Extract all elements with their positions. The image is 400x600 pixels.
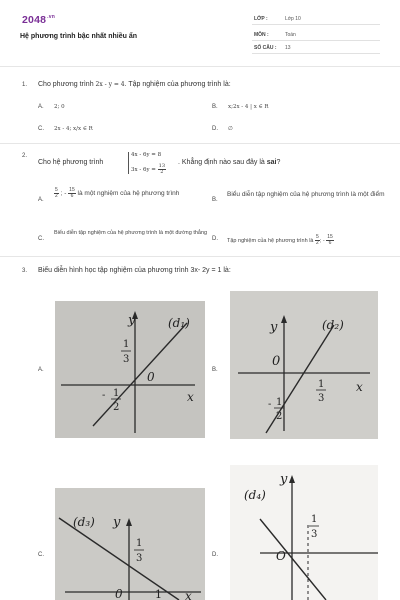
q1-option-d-text: ∅ — [228, 126, 233, 132]
q1-equation: 2x - y = 4 — [95, 81, 125, 88]
frac-15-6 — [326, 235, 334, 246]
y-axis-label: y — [128, 313, 136, 328]
meta-count-label: SỐ CÂU : — [254, 45, 277, 51]
q2-equation-1: 4x - 6y = 8 — [131, 152, 162, 158]
q3-option-a-graph — [55, 301, 205, 438]
y-intercept-numerator: 1 — [136, 538, 143, 549]
x-axis-label: x — [185, 589, 192, 600]
fraction-denominator: 2 — [316, 240, 319, 246]
q3-option-d-letter[interactable]: D. — [212, 552, 218, 558]
fraction-numerator: 5 — [55, 187, 58, 193]
x-axis-label: x — [187, 390, 194, 404]
fraction-numerator: 15 — [69, 187, 75, 193]
q2-divider — [0, 256, 400, 257]
option-text: Tập nghiệm của hệ phương trình là — [227, 237, 316, 244]
photo-background — [230, 291, 378, 439]
q1-divider — [0, 143, 400, 144]
q2-option-b-letter[interactable]: B. — [212, 197, 218, 203]
q1-text-a: Cho phương trình — [38, 81, 96, 88]
logo-text: 2048 — [22, 14, 47, 26]
origin-label: O — [276, 549, 286, 563]
q1-option-a-text: 2; 0 — [54, 104, 65, 110]
x-intercept-sign: - — [102, 390, 106, 401]
header-divider — [0, 66, 400, 67]
y-intercept-numerator: 1 — [276, 397, 283, 408]
y-intercept-denominator: 3 — [123, 354, 130, 365]
q1-option-a-letter[interactable]: A. — [38, 104, 44, 110]
header — [0, 0, 400, 64]
site-logo[interactable] — [22, 14, 55, 26]
meta-subject-value: Toán — [285, 32, 296, 38]
y-axis-label: y — [280, 472, 288, 487]
x-intercept-denominator: 3 — [318, 393, 325, 404]
q2-option-a-text — [54, 188, 204, 199]
x-axis-label: x — [356, 380, 363, 394]
y-intercept-numerator: 1 — [123, 339, 130, 350]
q2-eq2-fraction — [158, 164, 166, 175]
q3-text: Biểu diễn hình học tập nghiệm của phương trình 3x- 2y = 1 là: — [38, 267, 231, 274]
q2-text-c: ? — [276, 159, 281, 166]
q2-option-b-text: Biểu diễn tập nghiệm của hệ phương trình là một điểm — [227, 191, 385, 198]
meta-count-row — [252, 43, 380, 54]
document-title: Hệ phương trình bậc nhất nhiều ẩn — [20, 33, 137, 40]
y-intercept-sign: - — [268, 399, 272, 410]
line-label: (d₃) — [73, 515, 95, 529]
q2-option-a-letter[interactable]: A. — [38, 197, 44, 203]
fraction-denominator: 6 — [328, 240, 332, 246]
frac-15-6 — [68, 188, 76, 199]
q1-option-b-text: x;2x - 4 | x ∈ R — [228, 104, 269, 110]
q2-equation-2 — [131, 164, 166, 175]
photo-background — [230, 465, 378, 600]
x-tick-label: 1 — [155, 588, 162, 600]
q3-option-b-graph — [230, 291, 378, 439]
q3-option-b-letter[interactable]: B. — [212, 367, 218, 373]
q2-option-d-letter[interactable]: D. — [212, 236, 218, 242]
fraction-denominator: 2 — [55, 193, 58, 199]
q3-option-a-letter[interactable]: A. — [38, 367, 44, 373]
question-number: 2. — [22, 153, 28, 159]
q1-text-b: . Tập nghiệm của phương trình là: — [124, 81, 231, 88]
question-number: 3. — [22, 268, 28, 274]
separator: ; - — [319, 237, 327, 244]
q3-option-c-letter[interactable]: C. — [38, 552, 44, 558]
fraction-numerator: 15 — [327, 234, 333, 240]
x-intercept-denominator: 2 — [113, 402, 120, 413]
q1-option-c-letter[interactable]: C. — [38, 126, 44, 132]
logo-suffix: .vn — [47, 14, 55, 20]
meta-class-label: LỚP : — [254, 16, 268, 22]
line-label: (d₁) — [168, 316, 190, 330]
y-axis-label: y — [113, 515, 121, 530]
origin-label: 0 — [272, 354, 281, 369]
question-text — [38, 81, 231, 88]
q2-option-c-letter[interactable]: C. — [38, 236, 44, 242]
photo-background — [55, 488, 205, 600]
y-intercept-denominator: 3 — [311, 529, 318, 540]
q2-eq2-lhs: 3x - 6y = — [131, 167, 158, 173]
meta-class-row — [252, 14, 380, 25]
option-text: là một nghiệm của hệ phương trình — [75, 190, 180, 198]
q2-text-bold: sai — [266, 159, 277, 166]
origin-label: 0 — [115, 587, 123, 600]
q2-option-c-text: Biểu diễn tập nghiệm của hệ phương trình là một đường thẳng — [54, 230, 208, 236]
q2-option-d-text — [227, 235, 397, 246]
origin-label: 0 — [147, 370, 155, 384]
question-number: 1. — [22, 82, 28, 88]
q1-option-d-letter[interactable]: D. — [212, 126, 218, 132]
meta-count-value: 13 — [285, 45, 291, 51]
q2-system-brace — [128, 152, 129, 174]
separator: ; - — [58, 190, 69, 198]
fraction-denominator: 6 — [70, 193, 74, 199]
line-label: (d₂) — [322, 318, 344, 332]
meta-class-value: Lớp 10 — [285, 16, 301, 22]
y-axis-label: y — [270, 320, 278, 335]
line-label: (d₄) — [244, 488, 266, 502]
x-intercept-numerator: 1 — [318, 379, 325, 390]
y-intercept-denominator: 2 — [276, 411, 283, 422]
q1-option-c-text: 2x - 4; x/x ∈ R — [54, 126, 93, 132]
y-intercept-denominator: 3 — [136, 553, 143, 564]
q3-option-c-graph — [55, 488, 205, 600]
fraction-numerator: 13 — [158, 163, 166, 169]
fraction-numerator: 5 — [316, 234, 319, 240]
q3-option-d-graph — [230, 465, 378, 600]
q2-text-a: Cho hệ phương trình — [38, 159, 104, 166]
meta-subject-row — [252, 30, 380, 41]
q2-text-b: . Khẳng định nào sau đây là — [178, 159, 267, 166]
fraction-denominator: 2 — [160, 169, 164, 175]
x-intercept-numerator: 1 — [113, 388, 120, 399]
y-intercept-numerator: 1 — [311, 514, 318, 525]
q2-text-b-wrap — [178, 159, 280, 166]
meta-subject-label: MÔN : — [254, 32, 269, 38]
q1-option-b-letter[interactable]: B. — [212, 104, 218, 110]
